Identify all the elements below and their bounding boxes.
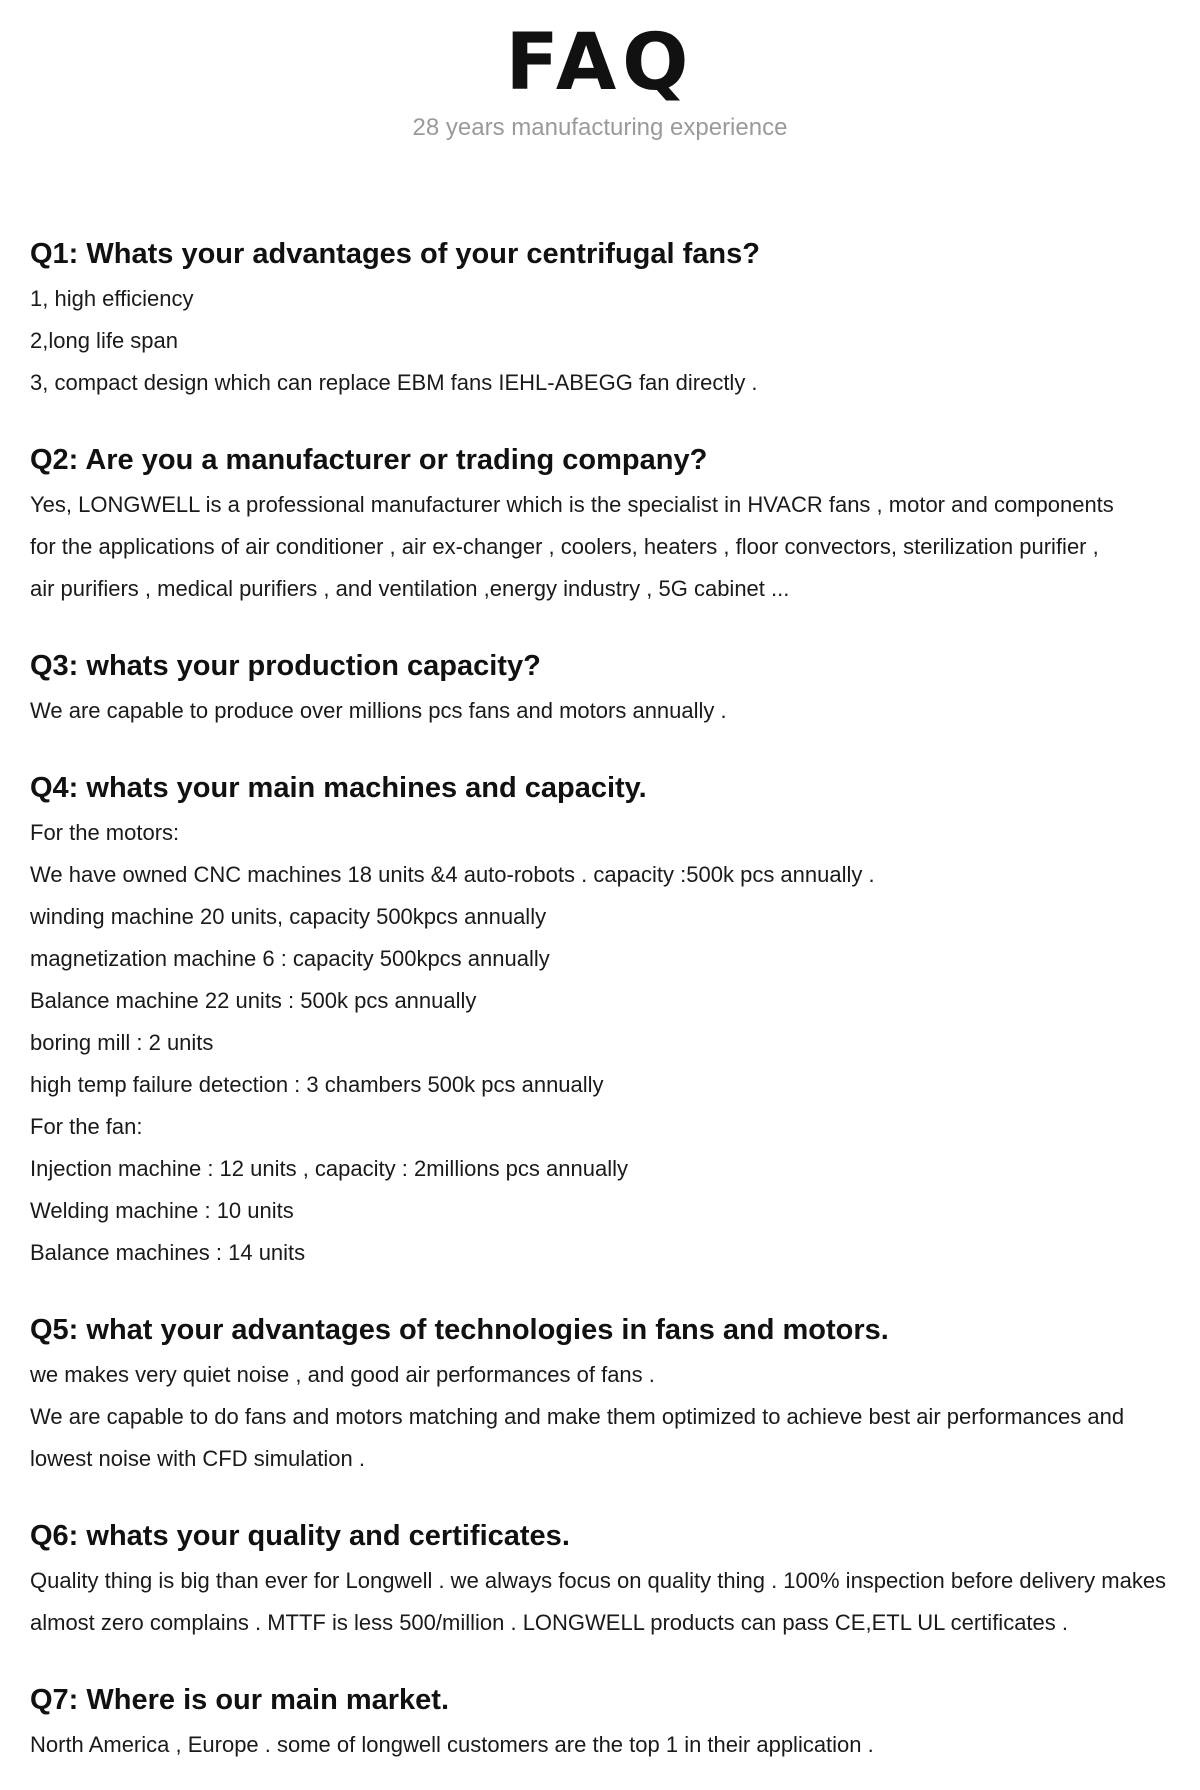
faq-answer-line: we makes very quiet noise , and good air performances of fans . [30,1362,655,1387]
faq-question: Q3: whats your production capacity? [30,650,541,682]
faq-item-q4 [30,766,1180,1274]
faq-answer-line: air purifiers , medical purifiers , and ventilation ,energy industry , 5G cabinet ... [30,576,790,601]
faq-answer-line: magnetization machine 6 : capacity 500kpcs annually [30,946,550,971]
faq-question: Q5: what your advantages of technologies in fans and motors. [30,1314,889,1346]
faq-question: Q2: Are you a manufacturer or trading company? [30,444,708,476]
faq-answer-line: Yes, LONGWELL is a professional manufacturer which is the specialist in HVACR fans , motor and components [30,492,1114,517]
faq-answer-line: lowest noise with CFD simulation . [30,1446,366,1471]
faq-list [30,232,1180,1766]
faq-answer-line: We are capable to produce over millions pcs fans and motors annually . [30,698,727,723]
faq-answer-line: for the applications of air conditioner , air ex-changer , coolers, heaters , floor convectors, sterilization purifier , [30,534,1099,559]
faq-item-q6 [30,1514,1180,1644]
faq-answer-line: North America , Europe . some of longwell customers are the top 1 in their application . [30,1732,874,1757]
faq-item-q2 [30,438,1180,610]
faq-item-q5 [30,1308,1180,1480]
faq-answer-line: Welding machine : 10 units [30,1198,294,1223]
page-subtitle: 28 years manufacturing experience [412,114,788,141]
faq-answer-line: Quality thing is big than ever for Longwell . we always focus on quality thing . 100% inspection before delivery makes [30,1568,1167,1593]
faq-answer-line: boring mill : 2 units [30,1030,214,1055]
faq-item-q7 [30,1678,1180,1766]
faq-question: Q4: whats your main machines and capacity. [30,772,647,804]
faq-question: Q1: Whats your advantages of your centrifugal fans? [30,238,760,270]
faq-answer-line: winding machine 20 units, capacity 500kpcs annually [30,904,547,929]
faq-item-q1 [30,232,1180,404]
faq-answer-line: Balance machine 22 units : 500k pcs annually [30,988,477,1013]
faq-answer-line: 2,long life span [30,328,178,353]
faq-question: Q6: whats your quality and certificates. [30,1520,570,1552]
faq-answer-line: For the fan: [30,1114,143,1139]
faq-answer-line: Injection machine : 12 units , capacity : 2millions pcs annually [30,1156,628,1181]
faq-answer-line: We have owned CNC machines 18 units &4 auto-robots . capacity :500k pcs annually . [30,862,875,887]
faq-answer-line: For the motors: [30,820,180,845]
faq-answer-line: We are capable to do fans and motors matching and make them optimized to achieve best air performances and [30,1404,1125,1429]
faq-question: Q7: Where is our main market. [30,1684,450,1716]
faq-answer-line: high temp failure detection : 3 chambers 500k pcs annually [30,1072,604,1097]
faq-answer-line: almost zero complains . MTTF is less 500/million . LONGWELL products can pass CE,ETL UL certificates . [30,1610,1069,1635]
faq-answer-line: 3, compact design which can replace EBM fans IEHL-ABEGG fan directly . [30,370,758,395]
faq-answer-line: Balance machines : 14 units [30,1240,306,1265]
faq-item-q3 [30,644,1180,732]
page-title: FAQ [505,18,695,108]
faq-answer-line: 1, high efficiency [30,286,194,311]
